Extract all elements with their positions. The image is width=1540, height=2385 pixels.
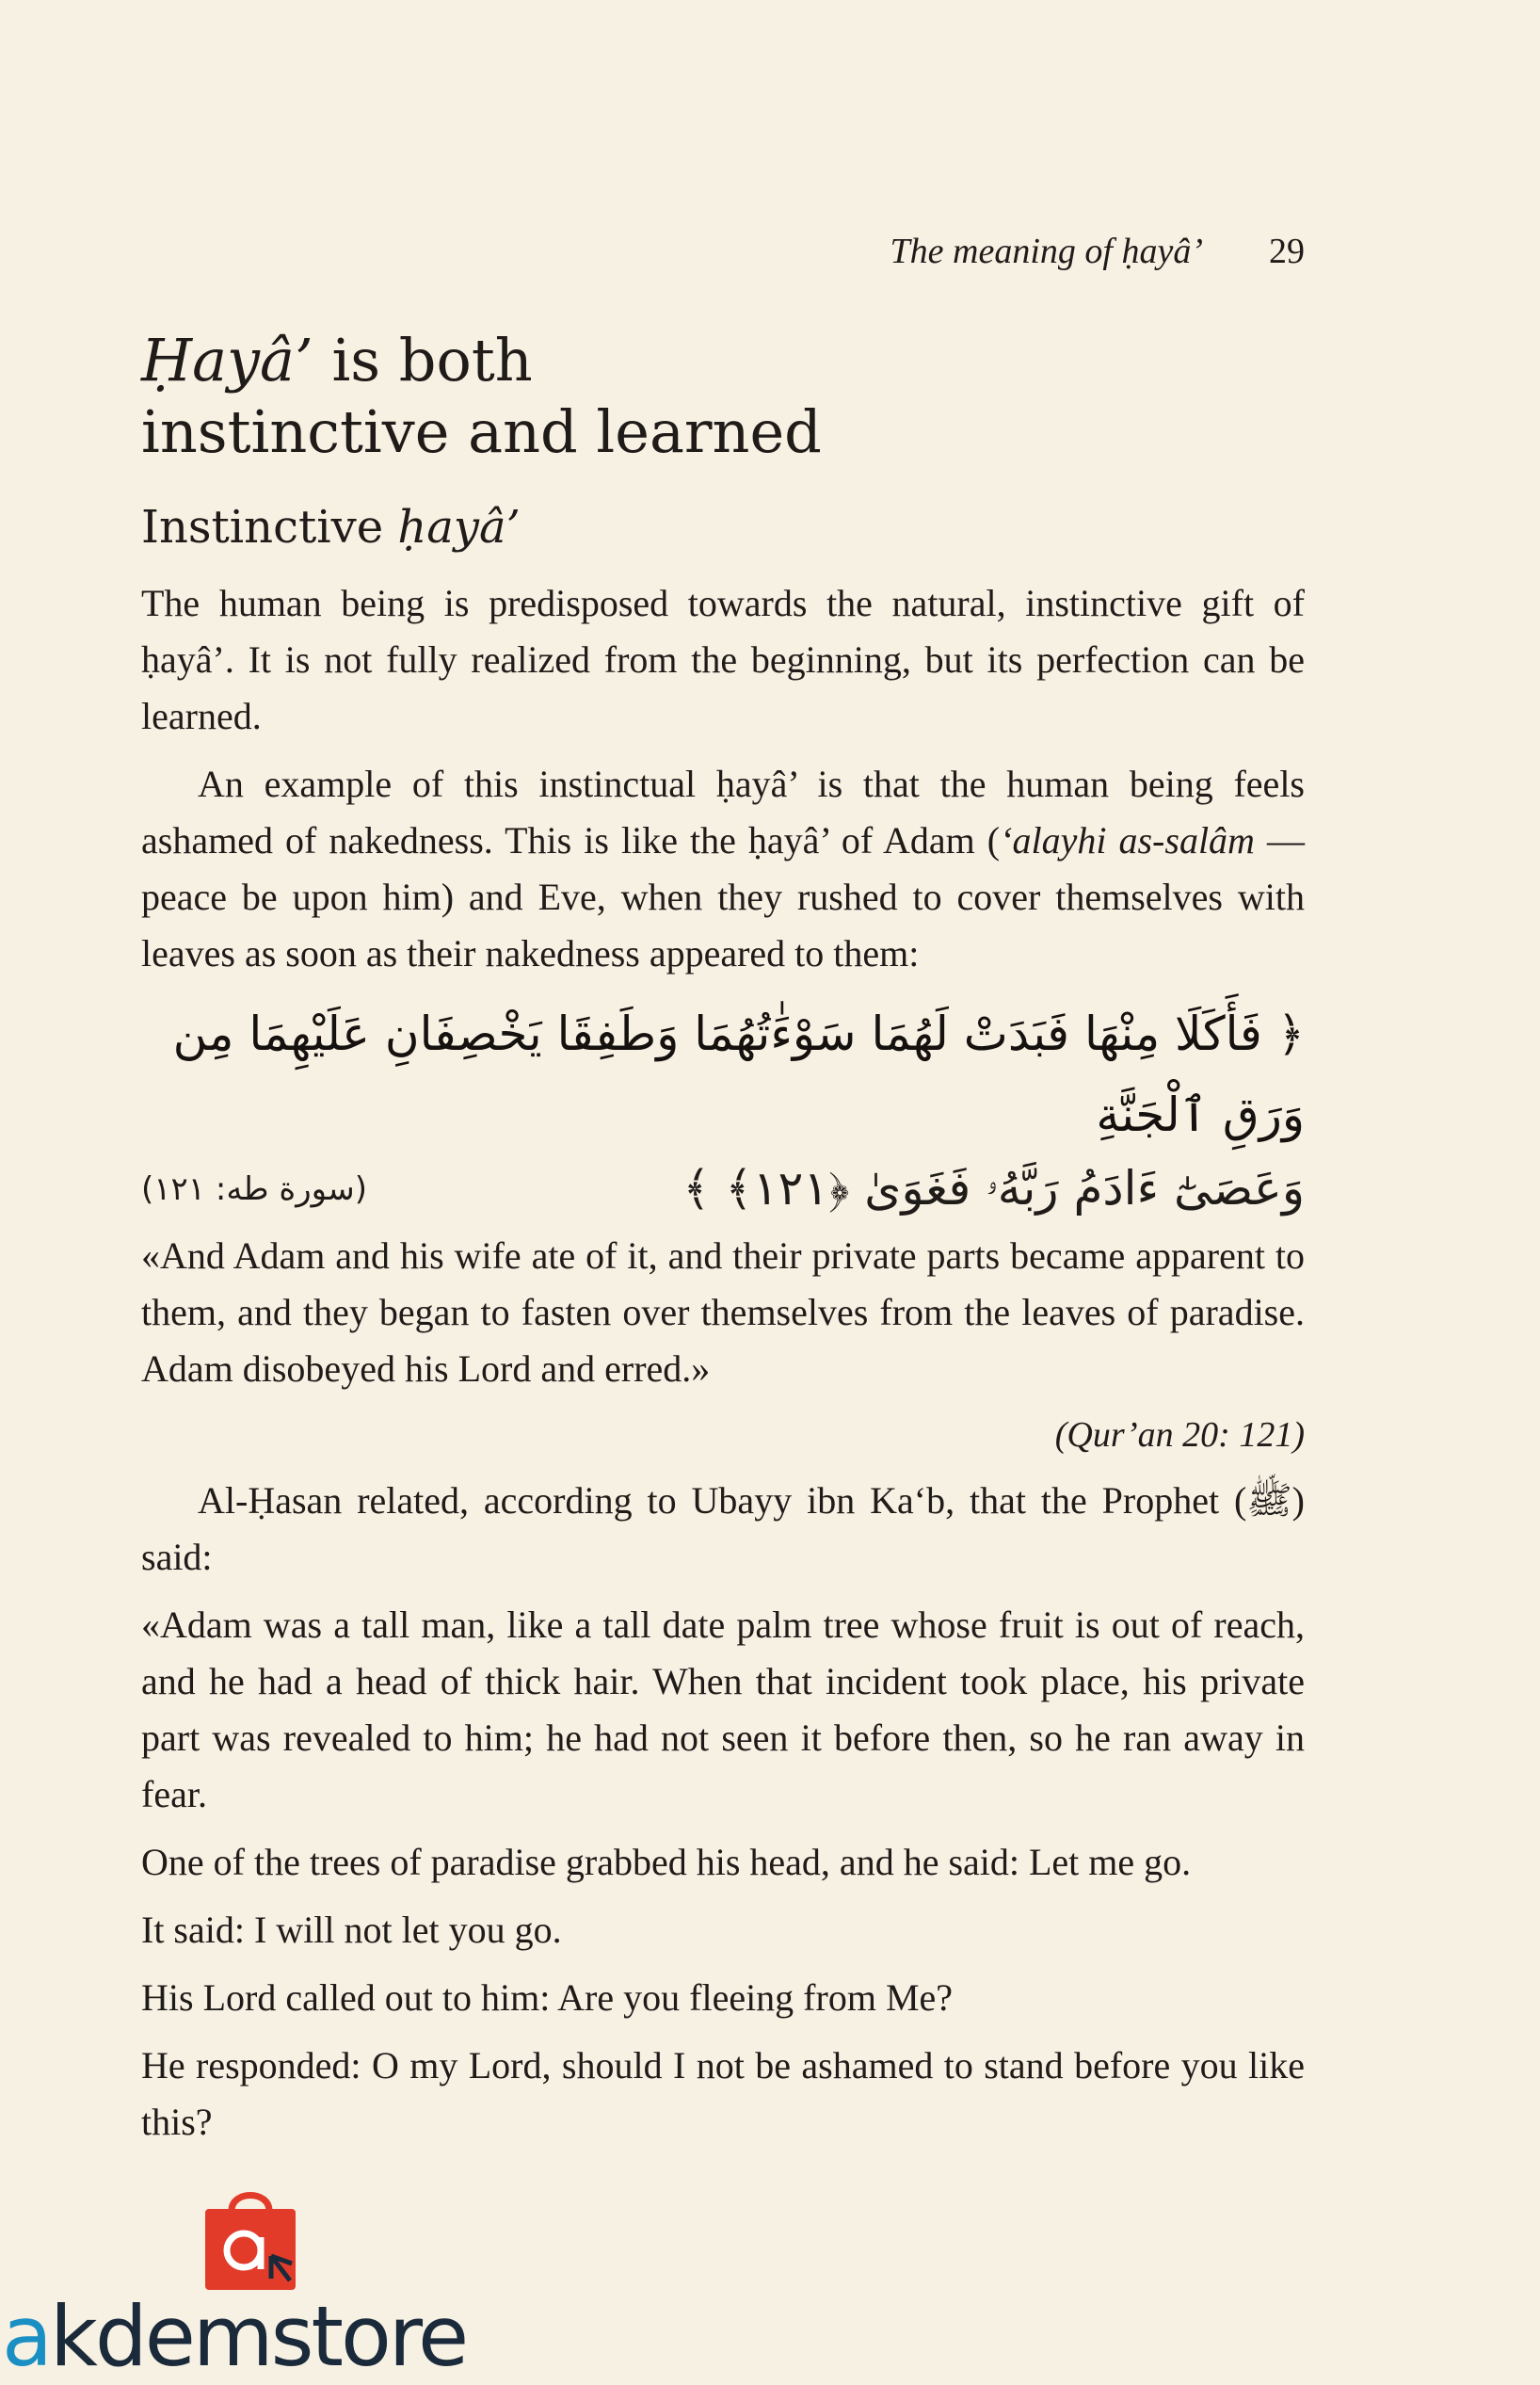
subheading-text: Instinctive — [141, 501, 398, 554]
paragraph-2-before: An example of this instinctual ḥayâ’ is that the human being feels ashamed of nakedness. This is like the ḥayâ’ of Adam ( — [141, 763, 1305, 862]
hadith-paragraph-4: His Lord called out to him: Are you fleeing from Me? — [141, 1976, 954, 2019]
quran-arabic-line-2-row — [141, 1161, 1305, 1217]
paragraph-1: The human being is predisposed towards the natural, instinctive gift of ḥayâ’. It is not fully realized from the beginning, but its perfection can be learned. — [141, 582, 1305, 737]
hadith-paragraph-1: «Adam was a tall man, like a tall date palm tree whose fruit is out of reach, and he had a head of thick hair. When that incident took place, his private part was revealed to him; he had not seen it before then, so he ran away in fear. — [141, 1603, 1305, 1815]
heading-line2: instinctive and learned — [141, 397, 822, 466]
paragraph-3: Al-Ḥasan related, according to Ubayy ibn Ka‘b, that the Prophet (ﷺ) said: — [141, 1479, 1305, 1578]
quran-arabic-reference: (سورة طه: ١٢١) — [141, 1169, 367, 1208]
quran-arabic-line-1: ﴿ فَأَكَلَا مِنْهَا فَبَدَتْ لَهُمَا سَوْءَٰتُهُمَا وَطَفِقَا يَخْصِفَانِ عَلَيْهِمَا مِن وَرَقِ ٱلْجَنَّةِ — [172, 1007, 1305, 1142]
section-subheading — [141, 500, 1305, 555]
running-head — [890, 231, 1305, 272]
page-number: 29 — [1269, 232, 1305, 271]
heading-italic-term: Ḥayâ’ — [141, 326, 313, 395]
store-brand-watermark — [2, 2288, 467, 2385]
heading-line1-rest: is both — [313, 326, 533, 395]
shopping-bag-logo-icon — [200, 2183, 301, 2294]
chapter-heading — [141, 325, 1305, 468]
brand-letter-a: a — [2, 2288, 50, 2385]
hadith-paragraph-2: One of the trees of paradise grabbed his head, and he said: Let me go. — [141, 1841, 1192, 1883]
paragraph-2 — [141, 756, 1305, 982]
brand-name-rest: kdemstore — [49, 2288, 467, 2385]
hadith-paragraph-5: He responded: O my Lord, should I not be ashamed to stand before you like this? — [141, 2044, 1305, 2143]
quran-translation: «And Adam and his wife ate of it, and their private parts became apparent to them, and they began to fasten over themselves from the leaves of paradise. Adam disobeyed his Lord and erred.» — [141, 1234, 1305, 1390]
subheading-italic: ḥayâ’ — [397, 501, 521, 554]
hadith-paragraph-3: It said: I will not let you go. — [141, 1909, 562, 1951]
quran-arabic-line-2: وَعَصَىٰٓ ءَادَمُ رَبَّهُۥ فَغَوَىٰ ﴿١٢١﴾ ﴾ — [682, 1161, 1305, 1216]
running-head-title: The meaning of ḥayâ’ — [890, 232, 1203, 271]
paragraph-2-italic: ‘alayhi as-salâm — [1000, 819, 1255, 862]
page-content — [141, 325, 1305, 2162]
paragraph-2-after: — peace be upon him) and Eve, when they rushed to cover themselves with leaves as soon as their nakedness appeared to them: — [141, 819, 1306, 975]
quran-citation: (Qur’an 20: 121) — [1054, 1415, 1305, 1455]
